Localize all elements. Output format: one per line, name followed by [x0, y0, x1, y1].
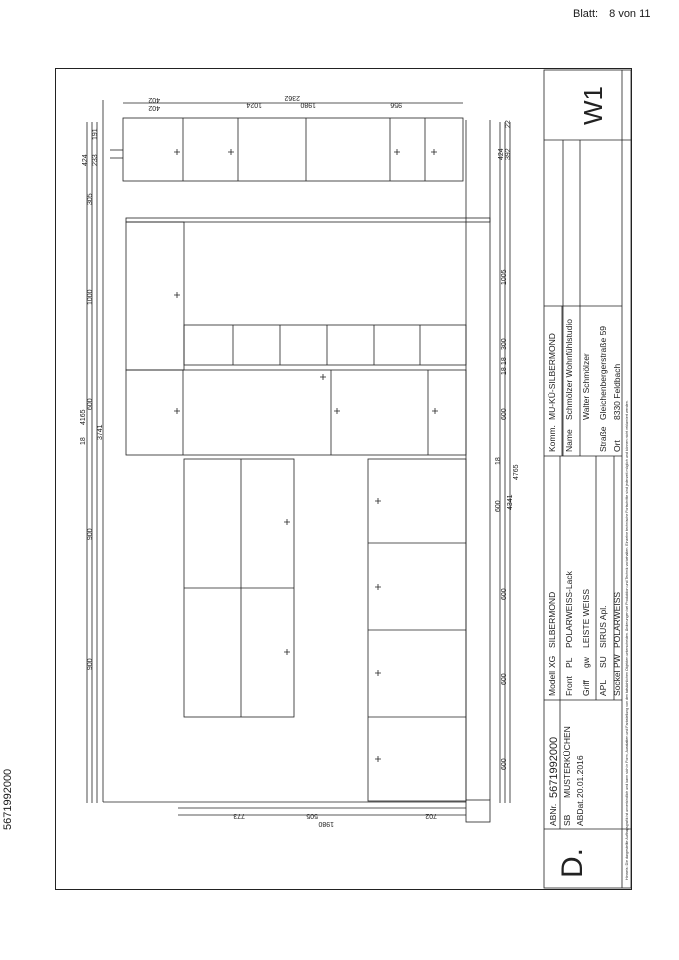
- dim-right-600d: 600: [495, 500, 502, 512]
- dim-left-900b: 900: [87, 528, 94, 540]
- dim-left-600: 600: [87, 398, 94, 410]
- dim-702: 702: [425, 812, 437, 819]
- dim-top-402b: 402: [148, 104, 160, 111]
- logo-letter: D.: [556, 848, 589, 878]
- dim-left-18: 18: [80, 437, 87, 445]
- side-order-number: 5671992000: [2, 768, 14, 830]
- view-id: W1: [578, 86, 608, 125]
- modell-code: XG: [547, 655, 557, 668]
- dim-left-1000: 1000: [87, 289, 94, 305]
- dim-top-2362: 2362: [284, 94, 300, 101]
- dim-right-600e: 600: [501, 408, 508, 420]
- dim-right-4341: 4341: [507, 494, 514, 510]
- komm-label: Komm.: [547, 425, 557, 452]
- griff-code: gw: [581, 657, 591, 668]
- dim-right-392: 392: [505, 148, 512, 160]
- dim-773: 773: [233, 812, 245, 819]
- dim-left-233: 233: [92, 154, 99, 166]
- dim-right-600c: 600: [501, 588, 508, 600]
- sockel-code: PW: [612, 654, 622, 668]
- sb-label: SB: [562, 814, 572, 826]
- abdat-label: ABDat.: [575, 799, 585, 826]
- abnr-value: 5671992000: [548, 736, 560, 798]
- sb-value: MUSTERKÜCHEN: [562, 726, 572, 798]
- strasse-label: Straße: [598, 426, 608, 452]
- dim-right-600a: 600: [501, 758, 508, 770]
- griff-label: Griff: [581, 680, 591, 696]
- apl-value: SIRUS Apl.: [598, 605, 608, 648]
- dim-left-305: 305: [87, 193, 94, 205]
- dim-right-18c: 18: [501, 357, 508, 365]
- dim-right-4765: 4765: [513, 464, 520, 480]
- dim-right-300: 300: [501, 338, 508, 350]
- dim-left-4165: 4165: [80, 409, 87, 425]
- dim-505: 505: [306, 812, 318, 819]
- front-label: Front: [564, 676, 574, 696]
- dim-left-3741: 3741: [97, 424, 104, 440]
- komm-value: MU-KÜ-SILBERMOND: [547, 333, 557, 420]
- apl-label: APL: [598, 679, 608, 696]
- dim-top-1980: 1980: [300, 101, 316, 108]
- dim-top-402a: 402: [148, 96, 160, 103]
- abdat-value: 20.01.2016: [575, 755, 585, 798]
- sheet-value: 8 von 11: [609, 8, 651, 20]
- dim-left-424: 424: [82, 154, 89, 166]
- front-value: POLARWEISS-Lack: [564, 571, 574, 648]
- dim-1980-left: 1980: [318, 820, 334, 827]
- name-value: Schmölzer Wohnfühlstudio: [564, 319, 574, 420]
- sockel-label: Sockel: [612, 670, 622, 696]
- modell-value: SILBERMOND: [547, 591, 557, 648]
- dim-right-424: 424: [498, 148, 505, 160]
- ort-value: 8330 Feldbach: [612, 363, 622, 420]
- strasse-value: Gleichenbergerstraße 59: [598, 325, 608, 420]
- footer-note: Hinweis: Die dargestellte Auftragsgrafik ist unverbindlich und kann sich in Form, Ausstatten und Farbstellung von den tatsächlichen Objekten unterscheiden. Änderungen bei Produktion und Technik vorbehalten. Einzelne technische Fortschritte sind jederzeit möglich und können nicht reklamiert werden.: [625, 400, 629, 880]
- dim-left-900a: 900: [87, 658, 94, 670]
- name-label: Name: [564, 429, 574, 452]
- sockel-value: POLARWEISS: [612, 591, 622, 648]
- ort-label: Ort: [612, 440, 622, 452]
- sheet-label: Blatt:: [573, 8, 599, 20]
- modell-label: Modell: [547, 670, 557, 696]
- dim-left-191: 191: [92, 128, 99, 140]
- dim-right-600b: 600: [501, 673, 508, 685]
- name-value2: Walter Schmölzer: [581, 353, 591, 420]
- griff-value: LEISTE WEISS: [581, 588, 591, 648]
- abnr-label: ABNr.: [548, 803, 558, 826]
- dim-right-1005: 1005: [501, 269, 508, 285]
- front-code: PL: [564, 657, 574, 668]
- dim-right-18a: 18: [495, 457, 502, 465]
- dim-right-22: 22: [505, 120, 512, 128]
- apl-code: SU: [598, 656, 608, 668]
- dim-top-956: 956: [390, 101, 402, 108]
- dim-right-18b: 18: [501, 367, 508, 375]
- dim-top-1024: 1024: [246, 101, 262, 108]
